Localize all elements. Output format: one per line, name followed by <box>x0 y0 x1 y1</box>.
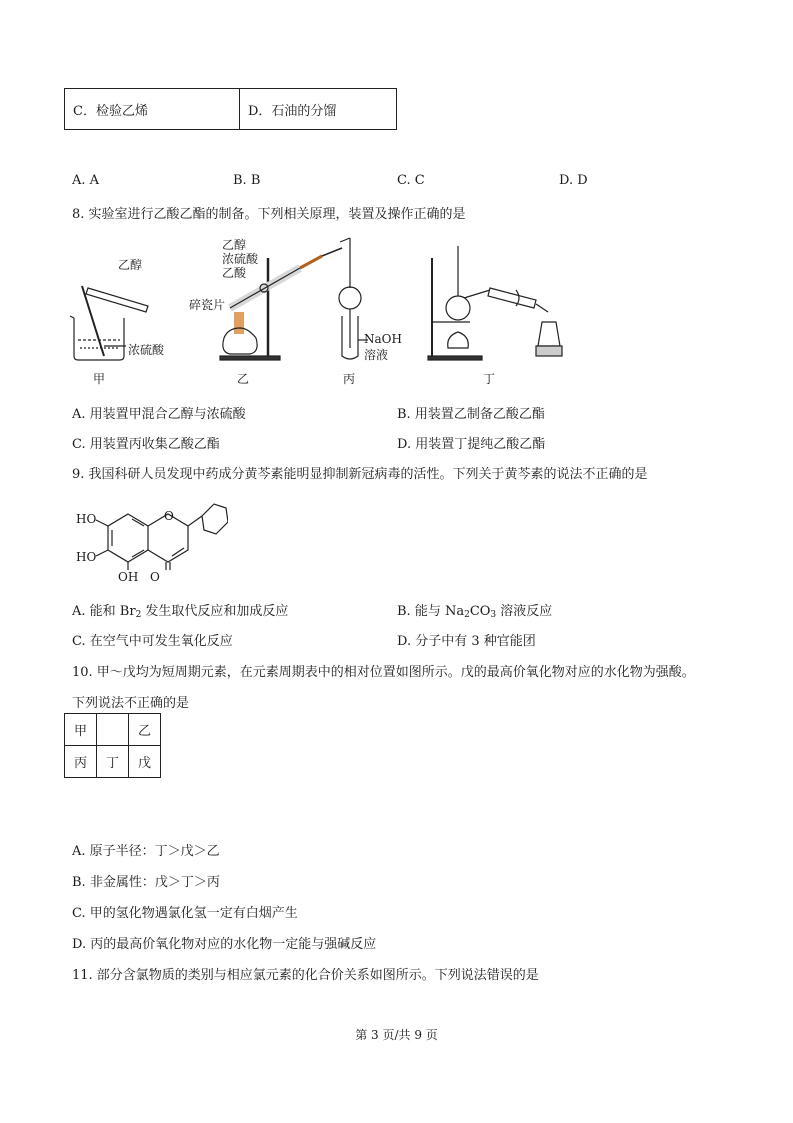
struct-label-oh-bottom: OH <box>118 570 139 584</box>
q10-option-c: C. 甲的氢化物遇氯化氢一定有白烟产生 <box>72 906 298 921</box>
q7-option-c: C. C <box>397 173 425 188</box>
cell-empty <box>97 714 129 746</box>
yi-label-sulfuric: 浓硫酸 <box>222 252 259 266</box>
periodic-position-table <box>64 713 161 778</box>
cell-jia: 甲 <box>65 714 97 746</box>
q9-option-d: D. 分子中有 3 种官能团 <box>397 634 536 649</box>
q9-option-a: A. 能和 $Br_2$ 发生取代反应和加成反应 <box>72 604 289 620</box>
caption-bing: 丙 <box>343 372 356 386</box>
q8-apparatus-figure <box>60 228 580 388</box>
page-footer: 第 3 页/共 9 页 <box>355 1028 438 1042</box>
q9-stem: 9. 我国科研人员发现中药成分黄芩素能明显抑制新冠病毒的活性。下列关于黄芩素的说法不正确的是 <box>72 467 648 482</box>
q7-option-d: D. D <box>559 173 588 188</box>
q10-option-b: B. 非金属性：戊＞丁＞丙 <box>72 875 220 890</box>
cell-yi: 乙 <box>129 714 161 746</box>
bing-label-naoh: NaOH <box>364 332 402 346</box>
jia-label-ethanol: 乙醇 <box>118 258 143 272</box>
caption-yi: 乙 <box>237 372 250 386</box>
caption-jia: 甲 <box>93 372 106 386</box>
cell-ding: 丁 <box>97 746 129 778</box>
yi-label-ethanol: 乙醇 <box>222 238 247 252</box>
q11-stem: 11. 部分含氯物质的类别与相应氯元素的化合价关系如图所示。下列说法错误的是 <box>72 968 539 983</box>
q10-stem-line1: 10. 甲～戊均为短周期元素，在元素周期表中的相对位置如图所示。戊的最高价氧化物对应的水化物为强酸。 <box>72 665 695 680</box>
q7-option-b: B. B <box>233 173 261 188</box>
jia-label-sulfuric: 浓硫酸 <box>128 343 165 357</box>
q8-stem: 8. 实验室进行乙酸乙酯的制备。下列相关原理，装置及操作正确的是 <box>72 207 466 222</box>
q9-option-b: B. 能与 $Na_2CO_3$ 溶液反应 <box>397 604 553 620</box>
q7-cell-c: C．检验乙烯 <box>65 89 240 130</box>
q10-option-a: A. 原子半径：丁＞戊＞乙 <box>72 844 220 859</box>
caption-ding: 丁 <box>483 372 496 386</box>
baicalein-structure <box>68 490 228 590</box>
cell-bing: 丙 <box>65 746 97 778</box>
q10-stem-line2: 下列说法不正确的是 <box>72 696 190 711</box>
struct-label-ho-mid: HO <box>76 550 97 564</box>
q10-option-d: D. 丙的最高价氧化物对应的水化物一定能与强碱反应 <box>72 937 377 952</box>
struct-label-carbonyl-o: O <box>150 570 160 584</box>
yi-label-acetic: 乙酸 <box>222 266 247 280</box>
q9-option-c: C. 在空气中可发生氧化反应 <box>72 634 233 649</box>
apparatus-ding <box>428 246 562 360</box>
q8-option-b: B. 用装置乙制备乙酸乙酯 <box>397 407 545 422</box>
struct-label-ho-top: HO <box>76 512 97 526</box>
struct-label-ring-o: O <box>164 509 174 523</box>
q8-option-a: A. 用装置甲混合乙醇与浓硫酸 <box>72 407 246 422</box>
q8-option-c: C. 用装置丙收集乙酸乙酯 <box>72 437 220 452</box>
q7-option-table <box>64 88 397 130</box>
bing-label-solution: 溶液 <box>364 348 389 362</box>
yi-label-chips: 碎瓷片 <box>189 298 226 312</box>
q7-cell-d: D．石油的分馏 <box>240 89 397 130</box>
q7-option-a: A. A <box>72 173 100 188</box>
cell-wu: 戊 <box>129 746 161 778</box>
q8-option-d: D. 用装置丁提纯乙酸乙酯 <box>397 437 546 452</box>
